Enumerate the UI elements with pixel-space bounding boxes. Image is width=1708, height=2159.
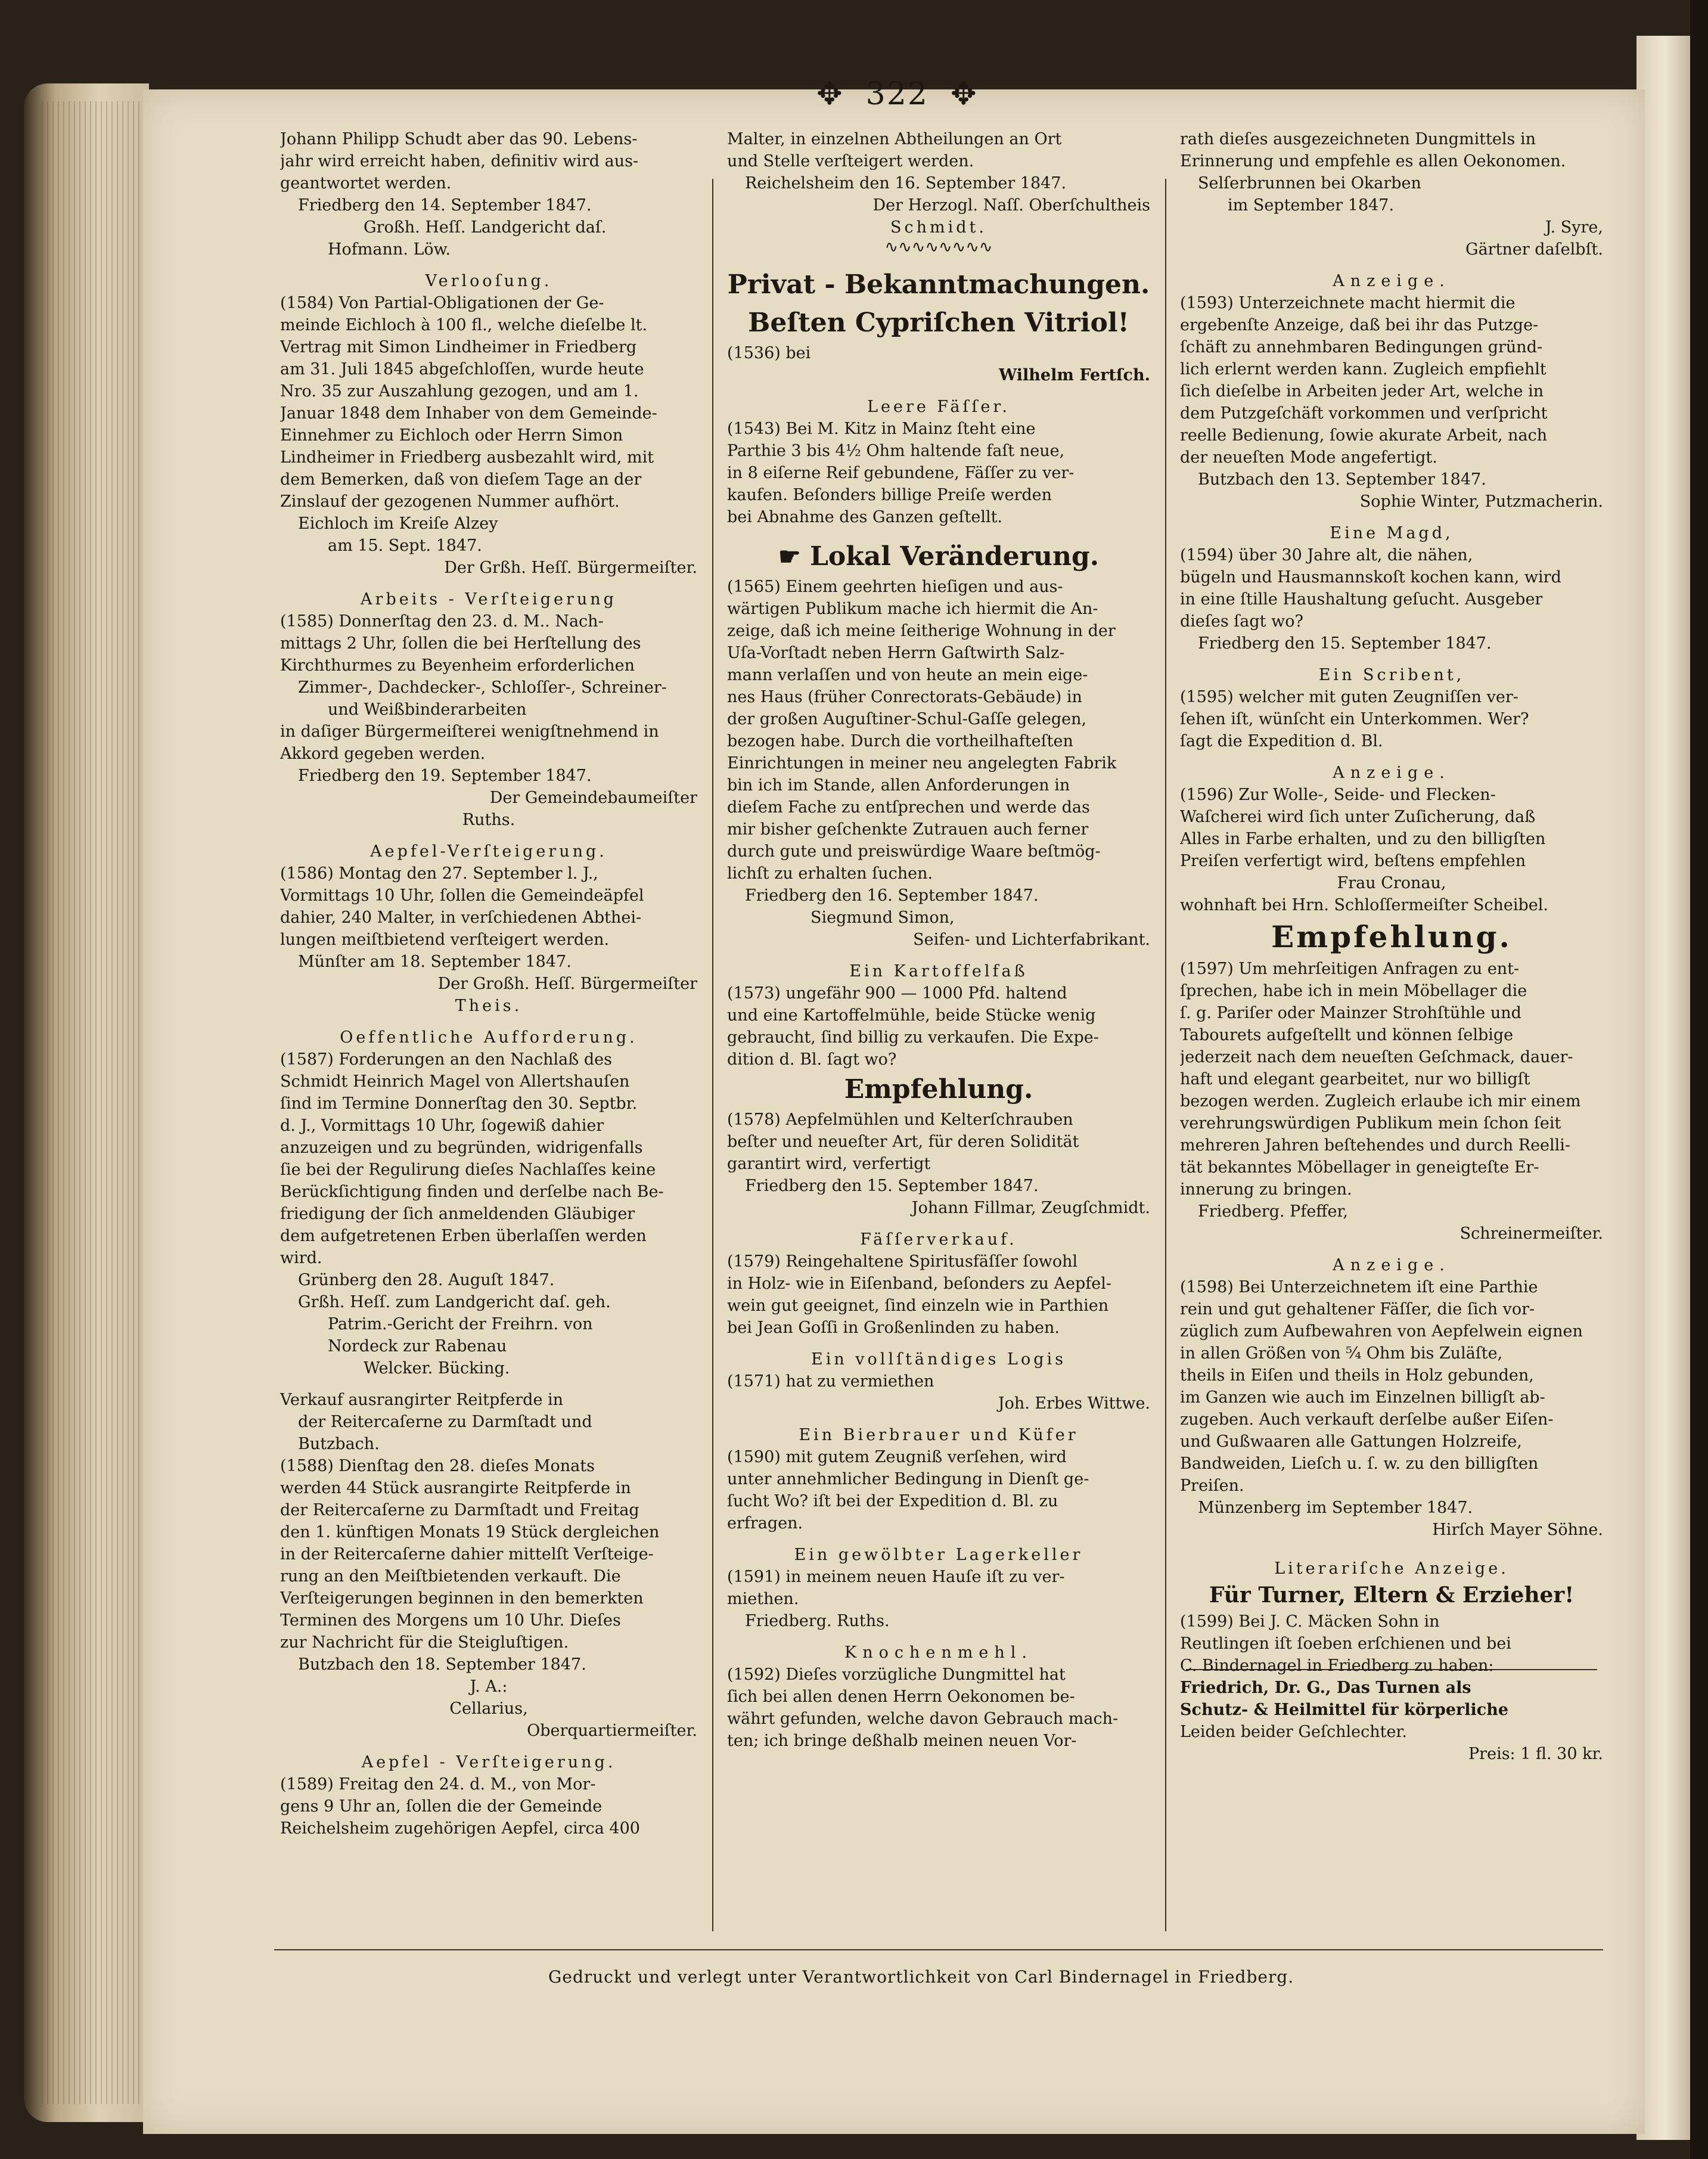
ornament-left: ✥ (816, 76, 844, 112)
notice-number-line: (1593) Unterzeichnete macht hiermit die (1180, 294, 1516, 312)
text-line: miethen. (727, 1590, 799, 1608)
notice-number-line: (1597) Um mehrſeitigen Anfragen zu ent- (1180, 960, 1520, 978)
signature-line: Friedberg. Pfeffer, (1198, 1202, 1348, 1221)
notice-number-line: (1579) Reingehaltene Spiritusfäſſer ſowohl (727, 1252, 1078, 1271)
signature-line: Hirſch Mayer Söhne. (1432, 1521, 1603, 1539)
text-line: erfragen. (727, 1514, 803, 1533)
text-line: Vertrag mit Simon Lindheimer in Friedberg (280, 338, 637, 356)
text-line: den 1. künftigen Monats 19 Stück dergleichen (280, 1523, 660, 1541)
text-line: wird. (280, 1249, 322, 1267)
text-line: Preiſen verfertigt wird, beſtens empfehlen (1180, 852, 1526, 870)
spacer (727, 1534, 1150, 1544)
spacer (280, 1379, 697, 1389)
text-line: Leiden beider Geſchlechter. (1180, 1723, 1407, 1741)
text-line: friedigung der ſich anmeldenden Gläubiger (280, 1205, 635, 1223)
spacer (727, 256, 1150, 266)
text-line: dition d. Bl. ſagt wo? (727, 1050, 897, 1069)
date-line: Friedberg den 15. September 1847. (745, 1177, 1039, 1195)
text-line: Reichelsheim zugehörigen Aepfel, circa 400 (280, 1819, 640, 1838)
text-line: zeige, daß ich meine ſeitherige Wohnung in der (727, 622, 1116, 640)
text-line: wärtigen Publikum mache ich hiermit die An- (727, 600, 1098, 618)
notice-heading: Verlooſung. (425, 272, 552, 290)
notice-heading: Anzeige. (1333, 764, 1451, 782)
signature-line: wohnhaft bei Hrn. Schloſſermeiſter Scheibel. (1180, 896, 1548, 914)
date-line: Friedberg den 15. September 1847. (1198, 634, 1492, 653)
text-line: und eine Kartoffelmühle, beide Stücke wenig (727, 1006, 1096, 1025)
text-line: in eine ſtille Haushaltung geſucht. Ausgeber (1180, 590, 1543, 609)
advert-title: Beſten Cypriſchen Vitriol! (748, 308, 1129, 338)
date-line: Butzbach den 13. September 1847. (1198, 470, 1486, 489)
notice-number-line: (1598) Bei Unterzeichnetem iſt eine Parthie (1180, 1278, 1538, 1296)
notice-number-line: (1592) Dieſes vorzügliche Dungmittel hat (727, 1665, 1066, 1684)
date-line: Friedberg den 14. September 1847. (298, 196, 592, 215)
pointing-hand-icon: ☛ (778, 542, 801, 571)
spacer (1180, 513, 1603, 522)
notice-heading: Ein gewölbter Lagerkeller (794, 1546, 1083, 1564)
text-line: Reutlingen iſt ſoeben erſchienen und bei (1180, 1634, 1511, 1653)
text-line: Schmidt Heinrich Magel von Allertshauſen (280, 1072, 630, 1091)
signature-line: Der Herzogl. Naſſ. Oberſchultheis (872, 196, 1150, 215)
price-line: Preis: 1 fl. 30 kr. (1468, 1745, 1603, 1763)
text-line: ſehen iſt, wünſcht ein Unterkommen. Wer? (1180, 710, 1529, 728)
text-line: ergebenſte Anzeige, daß bei ihr das Putzge- (1180, 316, 1539, 334)
notice-heading: Ein Kartoffelfaß (849, 962, 1028, 981)
text-line: meinde Eichloch à 100 fl., welche dieſelbe lt. (280, 316, 648, 334)
notice-number-line: (1588) Dienſtag den 28. dieſes Monats (280, 1457, 595, 1475)
signature-line: Joh. Erbes Wittwe. (998, 1394, 1150, 1413)
text-line: C. Bindernagel in Friedberg zu haben: (1180, 1657, 1494, 1675)
notice-heading: Knochenmehl. (844, 1643, 1033, 1662)
signature-line: Frau Cronau, (1337, 874, 1446, 892)
text-line: reelle Bedienung, ſowie akurate Arbeit, nach (1180, 426, 1548, 445)
text-line: der Reitercaſerne zu Darmſtadt und Freitag (280, 1501, 639, 1519)
notice-heading: Literariſche Anzeige. (1274, 1559, 1509, 1578)
text-line: rath dieſes ausgezeichneten Dungmittels in (1180, 130, 1536, 148)
notice-heading: Leere Fäſſer. (867, 398, 1010, 416)
text-line: jederzeit nach dem neueſten Geſchmack, dauer- (1180, 1048, 1573, 1066)
text-line: Einnehmer zu Eichloch oder Herrn Simon (280, 426, 623, 445)
signature-line: Schmidt. (890, 218, 987, 237)
text-line: tät bekanntes Möbellager in geneigteſte Er- (1180, 1158, 1539, 1177)
column-1 (280, 128, 697, 1840)
text-line: im Ganzen wie auch im Einzelnen billigſt ab- (1180, 1388, 1545, 1407)
spacer (280, 831, 697, 840)
text-line: werden 44 Stück ausrangirte Reitpferde in (280, 1479, 631, 1497)
column-2 (727, 128, 1150, 1752)
notice-number-line: (1571) hat zu vermiethen (727, 1372, 934, 1391)
text-line: ſagt die Expedition d. Bl. (1180, 732, 1383, 750)
text-line: ſind im Termine Donnerſtag den 30. Septbr. (280, 1094, 638, 1113)
text-line: durch gute und preiswürdige Waare beſtmög- (727, 842, 1101, 861)
text-line: lich erlernt werden kann. Zugleich empfiehlt (1180, 360, 1546, 379)
spacer (1180, 1245, 1603, 1254)
text-line: geantwortet werden. (280, 174, 452, 193)
text-line: und Gußwaaren alle Gattungen Holzreife, (1180, 1432, 1522, 1451)
notice-number-line: (1536) bei (727, 344, 811, 362)
notice-number-line: (1589) Freitag den 24. d. M., von Mor- (280, 1775, 596, 1794)
text-line: gebraucht, ſind billig zu verkaufen. Die Expe- (727, 1028, 1099, 1047)
notice-heading: Eine Magd, (1330, 524, 1454, 542)
spacer (727, 1339, 1150, 1348)
notice-heading: Ein vollſtändiges Logis (810, 1350, 1066, 1369)
notice-heading: der Reitercaſerne zu Darmſtadt und (298, 1413, 592, 1431)
date-line: Eichloch im Kreiſe Alzey (298, 514, 498, 533)
spacer (727, 1632, 1150, 1642)
text-line: Tabourets aufgeſtellt und können ſelbige (1180, 1026, 1514, 1044)
signature-line: Seifen- und Lichterfabrikant. (913, 930, 1150, 949)
spacer (727, 1219, 1150, 1229)
text-line: in allen Größen von ⁵⁄₄ Ohm bis Zuläſte, (1180, 1344, 1503, 1363)
text-line: Johann Philipp Schudt aber das 90. Lebens- (280, 130, 638, 148)
text-line: Januar 1848 dem Inhaber von dem Gemeinde- (280, 404, 657, 423)
notice-number-line: (1587) Forderungen an den Nachlaß des (280, 1050, 612, 1069)
notice-number-line: (1599) Bei J. C. Mäcken Sohn in (1180, 1612, 1440, 1631)
notice-heading: Anzeige. (1333, 1256, 1451, 1274)
signature-line: Schreinermeiſter. (1459, 1224, 1603, 1243)
advert-title: Für Turner, Eltern & Erzieher! (1209, 1583, 1575, 1608)
spacer (727, 386, 1150, 396)
signature-line: J. A.: (470, 1677, 508, 1696)
text-line: ten; ich bringe deßhalb meinen neuen Vor- (727, 1732, 1077, 1750)
text-line: Waſcherei wird ſich unter Zuſicherung, daß (1180, 808, 1536, 826)
text-line: in der Reitercaſerne dahier mittelſt Verſteige- (280, 1545, 654, 1564)
text-line: mann verlaſſen und von heute an mein eige- (727, 666, 1088, 684)
column-rule-2 (1165, 179, 1166, 1931)
signature-line: Grßh. Heſſ. zum Landgericht daſ. geh. (298, 1293, 611, 1311)
advert-title (727, 538, 1150, 576)
text-line: ſ. g. Pariſer oder Mainzer Strohſtühle und (1180, 1004, 1521, 1022)
advert-title: Empfehlung. (844, 1074, 1033, 1105)
page-number: 322 (865, 76, 928, 112)
notice-number-line: (1543) Bei M. Kitz in Mainz ſteht eine (727, 420, 1036, 438)
notice-number-line: (1586) Montag den 27. September l. J., (280, 864, 598, 883)
text-line: dem aufgetretenen Erben überlaſſen werden (280, 1227, 647, 1245)
signature-line: Johann Fillmar, Zeugſchmidt. (911, 1199, 1150, 1217)
notice-number-line: (1565) Einem geehrten hieſigen und aus- (727, 578, 1063, 596)
text-line: Friedrich, Dr. G., Das Turnen als (1180, 1679, 1471, 1697)
text-line: gens 9 Uhr an, ſollen die der Gemeinde (280, 1797, 603, 1816)
advert-title: Empfehlung. (1271, 919, 1512, 954)
notice-heading: Ein Scribent, (1318, 666, 1465, 684)
text-line: Terminen des Morgens um 10 Uhr. Dieſes (280, 1611, 621, 1630)
text-line: Uſa-Vorſtadt neben Herrn Gaſtwirth Salz- (727, 644, 1065, 662)
signature-line: Großh. Heſſ. Landgericht daſ. (364, 218, 607, 237)
text-line: Bandweiden, Lieſch u. ſ. w. zu den billigſten (1180, 1454, 1539, 1473)
signature-line: Wilhelm Fertſch. (998, 366, 1150, 384)
date-line: Friedberg den 16. September 1847. (745, 886, 1039, 905)
signature-line: Nordeck zur Rabenau (328, 1337, 507, 1355)
text-line: unter annehmlicher Bedingung in Dienſt ge- (727, 1470, 1089, 1488)
signature-line: Theis. (455, 997, 523, 1015)
spacer (727, 1414, 1150, 1424)
notice-number-line: (1595) welcher mit guten Zeugniſſen ver- (1180, 688, 1518, 706)
text-line: am 31. Juli 1845 abgeſchloſſen, wurde heute (280, 360, 644, 379)
spacer (280, 1742, 697, 1751)
signature-line: Welcker. Bücking. (364, 1359, 510, 1378)
text-line: dahier, 240 Malter, in verſchiedenen Abthei- (280, 908, 642, 927)
text-line: in 8 eiſerne Reif gebundene, Fäſſer zu ver- (727, 464, 1075, 482)
signature-line: Friedberg. Ruths. (745, 1612, 890, 1630)
text-line: züglich zum Aufbewahren von Aepfelwein eignen (1180, 1322, 1583, 1341)
date-line: im September 1847. (1228, 196, 1395, 215)
date-line: Grünberg den 28. Auguſt 1847. (298, 1271, 555, 1289)
notice-heading: Oeffentliche Aufforderung. (340, 1028, 638, 1047)
signature-line: Cellarius, (449, 1699, 528, 1718)
text-line: rein und gut gehaltener Fäſſer, die ſich vor- (1180, 1300, 1535, 1319)
notice-heading: Aepfel - Verſteigerung. (361, 1753, 616, 1772)
signature-line: Siegmund Simon, (810, 908, 955, 927)
date-line: am 15. Sept. 1847. (328, 536, 482, 555)
text-line: garantirt wird, verfertigt (727, 1155, 931, 1173)
notice-heading: Verkauf ausrangirter Reitpferde in (280, 1391, 564, 1409)
text-line: d. J., Vormittags 10 Uhr, ſogewiß dahier (280, 1116, 604, 1135)
ornament-right: ✥ (950, 76, 978, 112)
ornamental-divider: ∿∿∿∿∿∿∿∿ (884, 238, 993, 256)
text-line: mehreren Jahren beſtehendes und durch Reelli- (1180, 1136, 1571, 1155)
text-line: und Weißbinderarbeiten (328, 700, 527, 719)
notice-number-line: (1584) Von Partial-Obligationen der Ge- (280, 294, 604, 312)
text-line: ſucht Wo? iſt bei der Expedition d. Bl. zu (727, 1492, 1058, 1510)
text-line: der großen Auguſtiner-Schul-Gaſſe gelegen, (727, 710, 1087, 728)
text-line: anzuzeigen und zu begründen, widrigenfalls (280, 1139, 643, 1157)
text-line: bezogen werden. Zugleich erlaube ich mir einem (1180, 1092, 1581, 1110)
text-line: zur Nachricht für die Steigluſtigen. (280, 1633, 569, 1652)
text-line: Zimmer-, Dachdecker-, Schloſſer-, Schreiner- (298, 678, 667, 697)
text-line: Schutz- & Heilmittel für körperliche (1180, 1701, 1509, 1719)
spacer (1180, 260, 1603, 270)
text-line: wein gut geeignet, ſind einzeln wie in Parthien (727, 1296, 1109, 1315)
text-line: lungen meiſtbietend verſteigert werden. (280, 930, 610, 949)
text-line: Vormittags 10 Uhr, ſollen die Gemeindeäpfel (280, 886, 644, 905)
text-line: theils in Eiſen und theils in Holz gebunden, (1180, 1366, 1534, 1385)
spacer (727, 951, 1150, 960)
text-line: ſich bei allen denen Herrn Oekonomen be- (727, 1688, 1075, 1706)
signature-line: Sophie Winter, Putzmacherin. (1359, 492, 1603, 511)
advert-title-text: Lokal Veränderung. (809, 541, 1100, 572)
text-line: und Stelle verſteigert werden. (727, 152, 974, 170)
text-line: nes Haus (früher Conrectorats-Gebäude) in (727, 688, 1082, 706)
text-line: Verſteigerungen beginnen in den bemerkten (280, 1589, 644, 1608)
text-line: dem Putzgeſchäft vorkommen und verſpricht (1180, 404, 1548, 423)
text-line: ſchäft zu annehmbaren Bedingungen gründ- (1180, 338, 1543, 356)
text-line: Parthie 3 bis 4½ Ohm haltende faſt neue, (727, 442, 1065, 460)
text-line: währt gefunden, welche davon Gebrauch mach- (727, 1710, 1119, 1728)
text-line: ſie bei der Regulirung dieſes Nachlaſſes keine (280, 1161, 656, 1179)
text-line: der neueſten Mode angefertigt. (1180, 448, 1437, 467)
signature-line: Der Grßh. Heſſ. Bürgermeiſter. (444, 559, 697, 577)
text-line: ſprechen, habe ich in mein Möbellager die (1180, 982, 1527, 1000)
notice-number-line: (1596) Zur Wolle-, Seide- und Flecken- (1180, 786, 1496, 804)
text-line: ſich dieſelbe in Arbeiten jeder Art, welche in (1180, 382, 1544, 401)
background-edge (1690, 0, 1708, 2159)
notice-number-line: (1594) über 30 Jahre alt, die nähen, (1180, 546, 1473, 564)
spacer (727, 528, 1150, 538)
footer-rule (274, 1949, 1603, 1950)
notice-heading: Fäſſerverkauf. (860, 1230, 1017, 1249)
text-line: jahr wird erreicht haben, definitiv wird aus- (280, 152, 639, 170)
text-line: mittags 2 Uhr, ſollen die bei Herſtellung des (280, 634, 641, 653)
date-line: Friedberg den 19. September 1847. (298, 767, 592, 785)
spacer (1180, 752, 1603, 762)
signature-line: Patrim.-Gericht der Freihrn. von (328, 1315, 593, 1333)
date-line: Selſerbrunnen bei Okarben (1198, 174, 1421, 193)
signature-line: Der Gemeindebaumeiſter (489, 789, 697, 807)
notice-heading: Butzbach. (298, 1435, 380, 1453)
text-line: in Holz- wie in Eiſenband, beſonders zu Aepfel- (727, 1274, 1112, 1293)
notice-heading: Aepfel-Verſteigerung. (370, 842, 607, 861)
signature-line: Ruths. (462, 811, 515, 829)
column-3 (1180, 128, 1603, 1765)
column-rule-1 (712, 179, 713, 1931)
text-line: beſter und neueſter Art, für deren Solidität (727, 1133, 1079, 1151)
notice-number-line: (1573) ungefähr 900 — 1000 Pfd. haltend (727, 984, 1067, 1003)
signature-line: Hofmann. Löw. (328, 240, 451, 259)
date-line: Münzenberg im September 1847. (1198, 1499, 1473, 1517)
notice-number-line: (1585) Donnerſtag den 23. d. M.. Nach- (280, 612, 604, 631)
spacer (1180, 654, 1603, 664)
signature-line: Oberquartiermeiſter. (527, 1721, 697, 1740)
text-line: zugeben. Auch verkauft derſelbe außer Eiſen- (1180, 1410, 1554, 1429)
spacer (280, 260, 697, 270)
text-line: Kirchthurmes zu Beyenheim erforderlichen (280, 656, 635, 675)
notice-heading: Ein Bierbrauer und Küfer (799, 1426, 1079, 1444)
text-line: Preiſen. (1180, 1476, 1244, 1495)
text-line: Zinslauf der gezogenen Nummer aufhört. (280, 492, 620, 511)
page-edges (42, 101, 143, 2104)
text-line: bei Jean Goſſi in Großenlinden zu haben. (727, 1319, 1060, 1337)
signature-line: Gärtner daſelbſt. (1465, 240, 1603, 259)
text-line: dieſes ſagt wo? (1180, 612, 1303, 631)
notice-number-line: (1578) Aepfelmühlen und Kelterſchrauben (727, 1110, 1073, 1129)
date-line: Butzbach den 18. September 1847. (298, 1655, 586, 1674)
text-line: bügeln und Hausmannskoſt kochen kann, wird (1180, 568, 1561, 587)
text-line: lichſt zu erhalten ſuchen. (727, 864, 933, 883)
date-line: Reichelsheim den 16. September 1847. (745, 174, 1067, 193)
section-title: Privat - Bekanntmachungen. (727, 269, 1150, 300)
text-line: Lindheimer in Friedberg ausbezahlt wird, mit (280, 448, 654, 467)
text-line: innerung zu bringen. (1180, 1180, 1352, 1199)
spacer (1180, 1541, 1603, 1558)
printer-imprint: Gedruckt und verlegt unter Verantwortlichkeit von Carl Bindernagel in Friedberg. (548, 1967, 1294, 1987)
text-line: dem Bemerken, daß von dieſem Tage an der (280, 470, 642, 489)
signature-line: Der Großh. Heſſ. Bürgermeiſter (437, 975, 697, 993)
date-line: Münſter am 18. September 1847. (298, 953, 572, 971)
text-line: mir bisher geſchenkte Zutrauen auch ferner (727, 820, 1089, 839)
text-line: dieſem Fache zu entſprechen und werde das (727, 798, 1090, 817)
text-line: bei Abnahme des Ganzen geſtellt. (727, 508, 1003, 526)
text-line: Nro. 35 zur Auszahlung gezogen, und am 1. (280, 382, 639, 401)
text-line: rung an den Meiſtbietenden verkauft. Die (280, 1567, 621, 1586)
text-line: Alles in Farbe erhalten, und zu den billigſten (1180, 830, 1546, 848)
spacer (280, 1017, 697, 1026)
notice-number-line: (1590) mit gutem Zeugniß verſehen, wird (727, 1448, 1067, 1466)
notice-number-line: (1591) in meinem neuen Hauſe iſt zu ver- (727, 1568, 1065, 1586)
page-header (816, 76, 978, 112)
text-line: bezogen habe. Durch die vortheilhafteſten (727, 732, 1073, 750)
text-line: Erinnerung und empfehle es allen Oekonomen. (1180, 152, 1566, 170)
text-line: bin ich im Stande, allen Anforderungen in (727, 776, 1070, 795)
text-line: Malter, in einzelnen Abtheilungen an Ort (727, 130, 1062, 148)
text-line: kaufen. Beſonders billige Preiſe werden (727, 486, 1052, 504)
text-line: in daſiger Bürgermeiſterei wenigſtnehmend in (280, 722, 659, 741)
spacer (280, 579, 697, 588)
notice-heading: Anzeige. (1333, 272, 1451, 290)
text-line: Berückſichtigung finden und derſelbe nach Be- (280, 1183, 664, 1201)
text-line: Einrichtungen in meiner neu angelegten Fabrik (727, 754, 1117, 773)
notice-heading: Arbeits - Verſteigerung (361, 590, 617, 609)
text-line: haft und elegant gearbeitet, nur wo billigſt (1180, 1070, 1530, 1088)
signature-line: J. Syre, (1545, 218, 1603, 237)
text-line: Akkord gegeben werden. (280, 745, 486, 763)
text-line: verehrungswürdigen Publikum mein ſchon ſeit (1180, 1114, 1561, 1133)
